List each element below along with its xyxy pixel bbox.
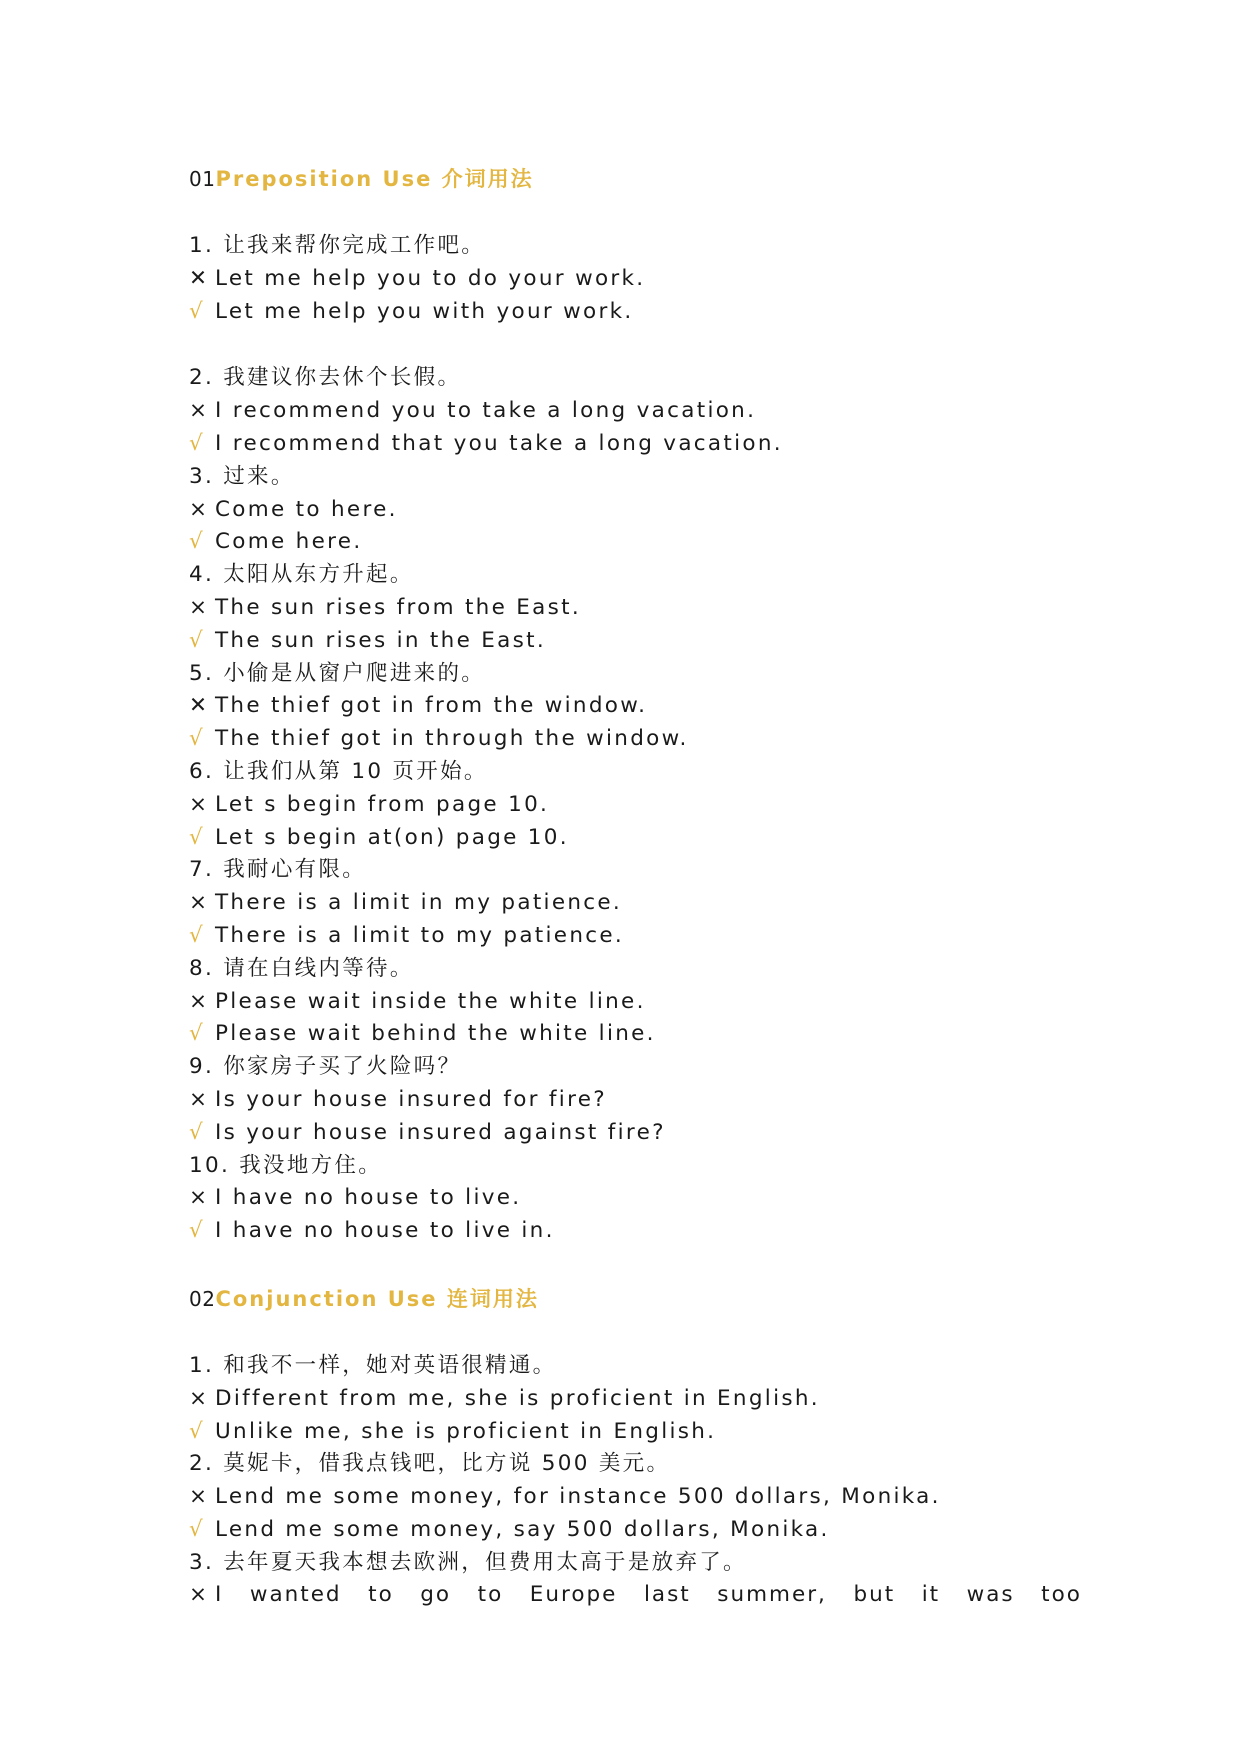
wrong-sentence: The sun rises from the East. (215, 594, 581, 620)
section-number: 01 (189, 167, 216, 191)
chinese-sentence: 1. 和我不一样，她对英语很精通。 (189, 1352, 557, 1378)
right-sentence: I have no house to live in. (215, 1218, 555, 1244)
wrong-sentence: Come to here. (215, 496, 398, 522)
word: was (966, 1582, 1015, 1608)
word: but (853, 1582, 896, 1608)
section-title: Preposition Use 介词用法 (215, 167, 534, 191)
cross-icon: × (189, 398, 208, 424)
cross-icon: × (189, 988, 208, 1014)
section-number: 02 (189, 1286, 216, 1311)
list-item (189, 1547, 1089, 1613)
wrong-example (189, 789, 1089, 822)
right-sentence: Please wait behind the white line. (215, 1021, 656, 1047)
wrong-sentence: Let s begin from page 10. (215, 791, 550, 817)
cross-icon: × (189, 1484, 208, 1510)
chinese-sentence: 2. 我建议你去休个长假。 (189, 365, 462, 391)
wrong-example (189, 1383, 1089, 1416)
check-icon: √ (189, 726, 203, 752)
wrong-example (189, 1481, 1089, 1514)
word: to (477, 1582, 504, 1608)
wrong-sentence-justified (215, 1579, 1082, 1612)
word: Europe (529, 1582, 618, 1608)
right-sentence: Is your house insured against fire? (215, 1119, 666, 1145)
wrong-sentence: Lend me some money, for instance 500 dollars, Monika. (215, 1484, 941, 1510)
check-icon: √ (189, 529, 203, 555)
check-icon: √ (189, 627, 203, 653)
right-sentence: Unlike me, she is proficient in English. (215, 1418, 717, 1444)
right-sentence: The sun rises in the East. (215, 627, 546, 653)
list-item (189, 756, 1089, 854)
wrong-example (189, 263, 1089, 296)
right-example (189, 920, 1089, 953)
word: to (368, 1582, 394, 1608)
document-body (189, 162, 1089, 1612)
word: I (215, 1582, 224, 1608)
check-icon: √ (189, 1119, 203, 1145)
wrong-example (189, 887, 1089, 920)
wrong-example (189, 1579, 1089, 1612)
check-icon: √ (189, 1218, 203, 1244)
wrong-sentence: There is a limit in my patience. (215, 890, 623, 916)
list-item (189, 362, 1089, 460)
list-item (189, 953, 1089, 1051)
chinese-sentence: 1. 让我来帮你完成工作吧。 (189, 233, 486, 258)
chinese-sentence: 9. 你家房子买了火险吗？ (189, 1054, 462, 1080)
list-item (189, 1150, 1089, 1248)
word: summer, (717, 1582, 827, 1608)
right-example (189, 1215, 1089, 1248)
right-example (189, 1018, 1089, 1051)
word: wanted (249, 1582, 342, 1608)
list-item (189, 1448, 1089, 1546)
cross-icon: × (189, 1582, 208, 1608)
wrong-sentence: Please wait inside the white line. (215, 988, 646, 1014)
right-example (189, 296, 1089, 329)
chinese-sentence: 6. 让我们从第 10 页开始。 (189, 758, 488, 784)
wrong-example (189, 592, 1089, 625)
check-icon: √ (189, 824, 203, 850)
right-example (189, 625, 1089, 658)
list-item (189, 658, 1089, 756)
wrong-sentence: Different from me, she is proficient in English. (215, 1385, 820, 1411)
list-item (189, 1051, 1089, 1149)
cross-icon: × (189, 1086, 208, 1112)
list-item (189, 461, 1089, 559)
cross-icon: × (189, 496, 208, 522)
cross-icon: × (189, 791, 208, 817)
wrong-example (189, 690, 1089, 723)
list-item (189, 1350, 1089, 1448)
list-item (189, 230, 1089, 328)
word: go (420, 1582, 452, 1608)
list-item (189, 854, 1089, 952)
chinese-sentence: 4. 太阳从东方升起。 (189, 562, 414, 588)
right-sentence: Come here. (215, 529, 363, 555)
right-sentence: I recommend that you take a long vacation. (215, 430, 783, 456)
wrong-sentence: I have no house to live. (215, 1185, 522, 1211)
wrong-sentence: Is your house insured for fire? (215, 1086, 607, 1112)
wrong-example (189, 1182, 1089, 1215)
chinese-sentence: 8. 请在白线内等待。 (189, 955, 414, 981)
cross-icon: ✕ (189, 265, 208, 291)
word: too (1041, 1582, 1082, 1608)
list-item (189, 559, 1089, 657)
cross-icon: × (189, 1185, 208, 1211)
right-example (189, 1416, 1089, 1449)
check-icon: √ (189, 922, 203, 948)
check-icon: √ (189, 1516, 203, 1542)
wrong-sentence: Let me help you to do your work. (215, 265, 646, 291)
wrong-sentence: The thief got in from the window. (215, 693, 648, 719)
chinese-sentence: 5. 小偷是从窗户爬进来的。 (189, 660, 486, 686)
section-title: Conjunction Use 连词用法 (215, 1286, 539, 1311)
check-icon: √ (189, 1021, 203, 1047)
chinese-sentence: 2. 莫妮卡，借我点钱吧，比方说 500 美元。 (189, 1451, 671, 1477)
wrong-example (189, 986, 1089, 1019)
word: last (643, 1582, 691, 1608)
wrong-example (189, 494, 1089, 527)
right-example (189, 526, 1089, 559)
right-example (189, 428, 1089, 461)
right-sentence: There is a limit to my patience. (215, 922, 625, 948)
right-sentence: Lend me some money, say 500 dollars, Monika. (215, 1516, 830, 1542)
section-heading (189, 1282, 1089, 1316)
right-sentence: Let s begin at(on) page 10. (215, 824, 569, 850)
cross-icon: × (189, 1385, 208, 1411)
chinese-sentence: 3. 过来。 (189, 463, 295, 489)
chinese-sentence: 7. 我耐心有限。 (189, 857, 367, 883)
section-heading (189, 162, 1089, 196)
right-example (189, 723, 1089, 756)
wrong-sentence: I recommend you to take a long vacation. (215, 398, 757, 424)
wrong-example (189, 395, 1089, 428)
check-icon: √ (189, 1418, 203, 1444)
check-icon: √ (189, 298, 203, 324)
right-example (189, 822, 1089, 855)
right-example (189, 1117, 1089, 1150)
cross-icon: ✕ (189, 693, 208, 719)
cross-icon: × (189, 890, 208, 916)
word: it (921, 1582, 941, 1608)
right-sentence: Let me help you with your work. (215, 298, 634, 324)
wrong-example (189, 1084, 1089, 1117)
right-sentence: The thief got in through the window. (215, 726, 689, 752)
check-icon: √ (189, 430, 203, 456)
cross-icon: × (189, 594, 208, 620)
chinese-sentence: 3. 去年夏天我本想去欧洲，但费用太高于是放弃了。 (189, 1549, 747, 1575)
chinese-sentence: 10. 我没地方住。 (189, 1152, 383, 1178)
right-example (189, 1514, 1089, 1547)
